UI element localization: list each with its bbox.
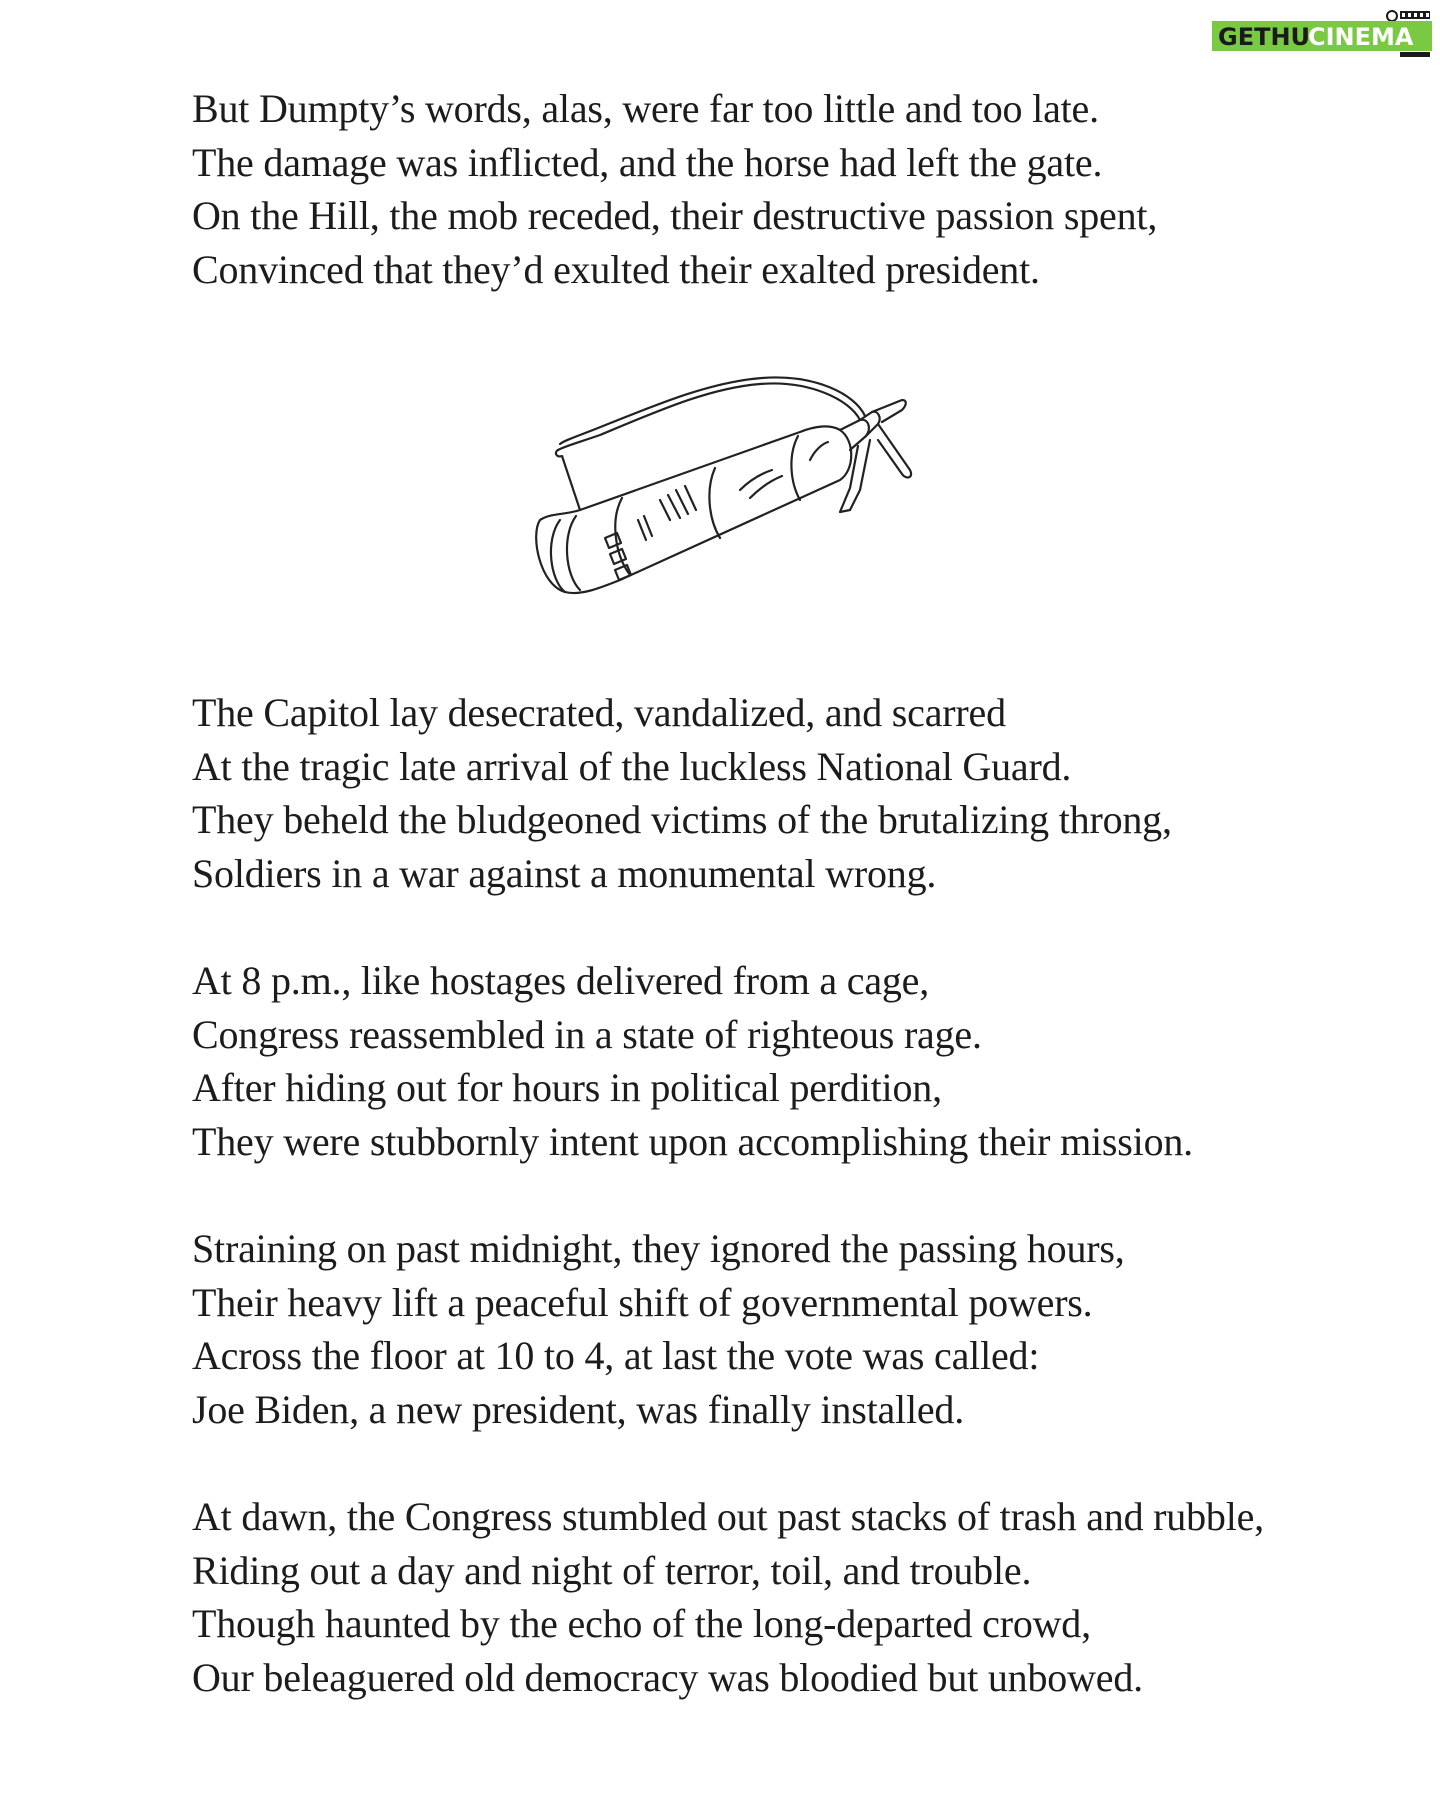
verse-line: Joe Biden, a new president, was finally installed. bbox=[192, 1386, 965, 1432]
verse-line: Soldiers in a war against a monumental wrong. bbox=[192, 850, 937, 896]
film-camera-icon bbox=[1387, 11, 1430, 21]
film-strip-icon bbox=[1400, 52, 1430, 57]
verse-line: Congress reassembled in a state of righteous rage. bbox=[192, 1011, 982, 1057]
verse-line: The damage was inflicted, and the horse had left the gate. bbox=[192, 139, 1103, 185]
verse-line: They were stubbornly intent upon accomplishing their mission. bbox=[192, 1118, 1193, 1164]
verse-line: At 8 p.m., like hostages delivered from a cage, bbox=[192, 958, 930, 1003]
verse-line: They beheld the bludgeoned victims of the brutalizing throng, bbox=[192, 797, 1172, 842]
verse-line: Our beleaguered old democracy was bloodied but unbowed. bbox=[192, 1654, 1143, 1700]
verse-line: Though haunted by the echo of the long-departed crowd, bbox=[192, 1601, 1091, 1646]
verse-line: Convinced that they’d exulted their exalted president. bbox=[192, 246, 1040, 292]
verse-line: After hiding out for hours in political perdition, bbox=[192, 1065, 942, 1110]
verse-line: Riding out a day and night of terror, toil, and trouble. bbox=[192, 1547, 1032, 1593]
fire-extinguisher-icon bbox=[510, 370, 930, 610]
verse-line: But Dumpty’s words, alas, were far too little and too late. bbox=[192, 86, 1099, 131]
verse-line: The Capitol lay desecrated, vandalized, and scarred bbox=[192, 690, 1006, 735]
logo-text-gethu: GETHU bbox=[1218, 23, 1311, 51]
stanza-1 bbox=[192, 82, 1157, 296]
verse-line: At dawn, the Congress stumbled out past stacks of trash and rubble, bbox=[192, 1494, 1264, 1539]
gethu-cinema-logo bbox=[1212, 8, 1432, 58]
verse-line: On the Hill, the mob receded, their destructive passion spent, bbox=[192, 193, 1158, 238]
stanza-4 bbox=[192, 1222, 1125, 1436]
logo-text-cinema: CINEMA bbox=[1308, 23, 1414, 51]
verse-line: Across the floor at 10 to 4, at last the vote was called: bbox=[192, 1333, 1040, 1378]
verse-line: Their heavy lift a peaceful shift of governmental powers. bbox=[192, 1279, 1093, 1325]
stanza-3 bbox=[192, 954, 1193, 1168]
verse-line: Straining on past midnight, they ignored the passing hours, bbox=[192, 1226, 1125, 1271]
stanza-5 bbox=[192, 1490, 1264, 1704]
verse-line: At the tragic late arrival of the luckless National Guard. bbox=[192, 743, 1072, 789]
stanza-2 bbox=[192, 686, 1172, 900]
